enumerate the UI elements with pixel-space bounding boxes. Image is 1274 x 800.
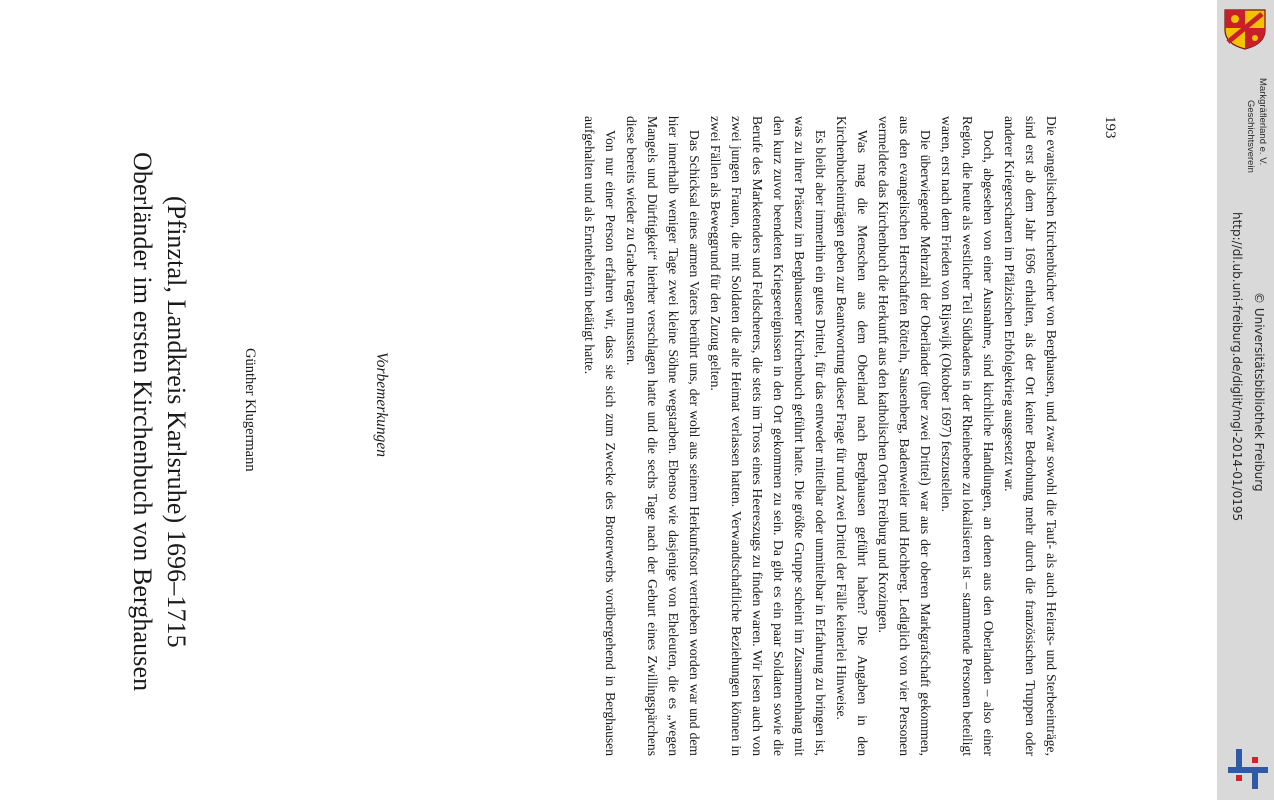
article-body <box>579 116 1062 756</box>
section-heading: Vorbemerkungen <box>373 352 390 458</box>
society-name-line-1: Geschichtsverein <box>1245 100 1256 173</box>
paragraph-5: Es bleibt aber immerhin ein gutes Drittel, für das entweder mittelbar oder unmittelbar in Erfahrung zu bringen ist, was zu ihrer Präsenz im Berghausener Kirchenbuch geführt hatte. Die größte Gruppe scheint im Zusammenhang mit den kurz zuvor beendeten Kriegsereignissen in den Ort gekommen zu sein. Da gibt es ein paar Soldaten sowie die Berufe des Marketenders und Feldscherers, die stets im Tross eines Heereszugs zu finden waren. Wir lesen auch von zwei jungen Frauen, die mit Soldaten die alte Heimat verlassen hatten. Verwandtschaftliche Beziehungen können in zwei Fällen als Beweggrund für den Zuzug gelten. <box>708 116 828 756</box>
article-title-line-2: (Pfinztal, Landkreis Karlsruhe) 1696–1715 <box>162 196 191 648</box>
document-url-link[interactable]: http://dl.ub.uni-freiburg.de/diglit/mgl-2014-01/0195 <box>1230 212 1244 522</box>
paragraph-1: Die evangelischen Kirchenbücher von Berghausen, und zwar sowohl die Tauf- als auch Heirats- und Sterbeeinträge, sind erst ab dem Jahr 1696 erhalten, als der Ort keiner Bedrohung mehr durch die französischen Truppen oder anderer Kriegerscharen im Pfälzischen Erbfolgekrieg ausgesetzt war. <box>1002 116 1059 756</box>
page-number: 193 <box>1102 116 1118 139</box>
paragraph-4: Was mag die Menschen aus dem Oberland nach Berghausen geführt haben? Die Angaben in den Kirchenbucheinträgen geben zur Beantwortung dieser Frage für rund zwei Drittel der Fälle keinerlei Hinweise. <box>834 116 870 756</box>
article-title-line-1: Oberländer im ersten Kirchenbuch von Berghausen <box>128 152 157 692</box>
coat-of-arms-icon <box>1222 8 1268 50</box>
library-copyright: © Universitätsbibliothek Freiburg <box>1252 292 1266 492</box>
paragraph-3: Die überwiegende Mehrzahl der Oberländer (über zwei Drittel) war aus der oberen Markgrafschaft gekommen, aus den evangelischen Herrschaften Rötteln, Sausenberg, Badenweiler und Hochberg. Lediglich von vier Personen vermeldete das Kirchenbuch die Herkunft aus den katholischen Orten Freiburg und Krozingen. <box>876 116 933 756</box>
ub-freiburg-logo-icon <box>1226 745 1270 791</box>
paragraph-2: Doch, abgesehen von einer Ausnahme, sind kirchliche Handlungen, an denen aus den Oberlanden – also einer Region, die heute als westlicher Teil Südbadens in der Rheinebene zu lokalisieren ist – stammende Personen beteiligt waren, erst nach dem Frieden von Rijswijk (Oktober 1697) festzustellen. <box>939 116 996 756</box>
paragraph-6: Das Schicksal eines armen Vaters berührt uns, der wohl aus seinem Herkunftsort vertrieben worden war und dem hier innerhalb weniger Tage zwei kleine Söhne wegstarben. Ebenso wie dasjenige von Eheleuten, die es „wegen Mangels und Dürftigkeit“ hierher verschlagen hatte und die sechs Tage nach der Geburt eines Zwillingspärchens diese bereits wieder zu Grabe tragen mussten. <box>624 116 702 756</box>
article-author: Günther Klugermann <box>242 348 258 472</box>
paragraph-7: Von nur einer Person erfahren wir, dass sie sich zum Zwecke des Broterwerbs vorübergehend in Berghausen aufgehalten und als Erntehelferin betätigt hatte. <box>582 116 618 756</box>
society-name-line-2: Markgräflerland e. V. <box>1257 78 1268 166</box>
